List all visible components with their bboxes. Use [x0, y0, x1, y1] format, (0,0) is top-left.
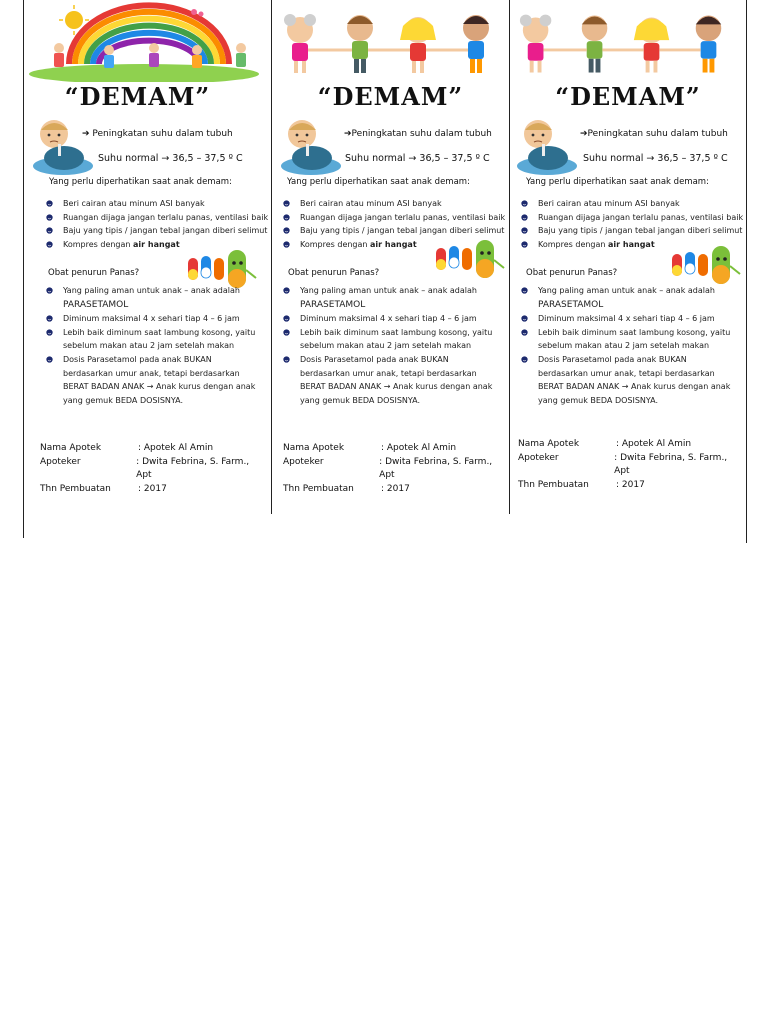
medicine-item — [283, 353, 498, 407]
sick-child-illustration — [516, 118, 578, 176]
divider-right — [746, 0, 747, 543]
year-value: : 2017 — [138, 483, 167, 494]
care-item-text: Baju yang tipis / jangan tebal jangan diberi selimut — [538, 226, 743, 236]
smiley-bullet-icon — [521, 241, 528, 248]
care-item — [521, 211, 746, 225]
medicine-item-text: Yang paling aman untuk anak – anak adalah — [300, 286, 477, 295]
fever-definition-text: Peningkatan suhu dalam tubuh — [351, 129, 492, 139]
year-row — [518, 479, 743, 493]
care-item-text: Beri cairan atau minum ASI banyak — [538, 199, 680, 208]
smiley-bullet-icon — [521, 315, 528, 322]
paracetamol-label: PARASETAMOL — [300, 299, 366, 310]
leaflet-title: “DEMAM” — [317, 82, 464, 111]
medicine-item-text: Dosis Parasetamol pada anak BUKAN berdasarkan umur anak, tetapi berdasarkan BERAT BADAN ANAK → Anak kurus dengan anak yang gemuk BEDA DOSISNYA. — [300, 354, 493, 405]
medicine-item — [283, 326, 498, 353]
care-item — [46, 224, 276, 238]
kids-holding-hands-banner — [278, 10, 504, 82]
smiley-bullet-icon — [521, 200, 528, 207]
sick-child-illustration — [280, 118, 342, 176]
smiley-bullet-icon — [46, 214, 53, 221]
year-label: Thn Pembuatan — [518, 479, 589, 490]
fever-definition: ➔ Peningkatan suhu dalam tubuh — [82, 129, 233, 139]
medicine-item — [46, 353, 261, 407]
smiley-bullet-icon — [283, 329, 290, 336]
rainbow-kids-banner — [29, 2, 264, 82]
smiley-bullet-icon — [283, 315, 290, 322]
medicine-item — [46, 326, 261, 353]
smiley-bullet-icon — [46, 200, 53, 207]
normal-temperature: Suhu normal → 36,5 – 37,5 º C — [98, 153, 243, 164]
medicine-item — [521, 326, 736, 353]
care-heading: Yang perlu diperhatikan saat anak demam: — [49, 177, 232, 187]
medicine-item-text: Diminum maksimal 4 x sehari tiap 4 – 6 jam — [63, 314, 240, 324]
medicine-item — [521, 312, 736, 326]
medicine-item-text: Lebih baik diminum saat lambung kosong, yaitu sebelum makan atau 2 jam setelah makan — [300, 327, 493, 351]
warm-water-text: air hangat — [370, 239, 417, 249]
year-row — [40, 483, 265, 497]
medicine-list — [521, 284, 736, 407]
year-value: : 2017 — [381, 483, 410, 494]
care-item-text: Baju yang tipis / jangan tebal jangan diberi selimut — [63, 226, 268, 236]
pharmacist-value: : Dwita Febrina, S. Farm., Apt — [136, 456, 250, 480]
leaflet-title: “DEMAM” — [555, 82, 701, 111]
medicine-item — [283, 312, 498, 326]
year-value: : 2017 — [616, 479, 645, 490]
smiley-bullet-icon — [521, 356, 528, 363]
care-item-text: Beri cairan atau minum ASI banyak — [63, 199, 205, 208]
medicine-item-text: Diminum maksimal 4 x sehari tiap 4 – 6 jam — [300, 314, 477, 324]
pharmacy-info — [283, 442, 508, 496]
care-item-text: Kompres dengan — [63, 239, 131, 249]
medicine-item-text: Yang paling aman untuk anak – anak adalah — [63, 286, 240, 295]
smiley-bullet-icon — [283, 287, 290, 294]
pharmacy-info — [518, 438, 743, 492]
leaflet-panel-2 — [272, 0, 509, 520]
care-item-text: Beri cairan atau minum ASI banyak — [300, 199, 442, 208]
care-item-text: Kompres dengan — [300, 239, 368, 249]
pharmacy-name-value: : Apotek Al Amin — [138, 443, 214, 453]
medicine-heading: Obat penurun Panas? — [526, 268, 618, 278]
care-item-text: Baju yang tipis / jangan tebal jangan diberi selimut — [300, 226, 505, 236]
pharmacy-name-label: Nama Apotek — [518, 439, 580, 449]
sick-child-illustration — [32, 118, 94, 176]
smiley-bullet-icon — [46, 241, 53, 248]
medicine-heading: Obat penurun Panas? — [288, 268, 380, 278]
fever-definition: ➔Peningkatan suhu dalam tubuh — [344, 129, 492, 139]
pharmacy-name-label: Nama Apotek — [283, 443, 345, 453]
medicine-item — [521, 284, 736, 312]
pills-illustration — [432, 238, 506, 286]
paracetamol-label: PARASETAMOL — [538, 299, 604, 310]
normal-temperature: Suhu normal → 36,5 – 37,5 º C — [583, 153, 728, 164]
pharmacy-name-value: : Apotek Al Amin — [381, 443, 457, 453]
smiley-bullet-icon — [283, 241, 290, 248]
leaflet-title: “DEMAM” — [64, 82, 211, 111]
medicine-list — [283, 284, 498, 407]
smiley-bullet-icon — [46, 329, 53, 336]
smiley-bullet-icon — [283, 214, 290, 221]
warm-water-text: air hangat — [608, 239, 655, 249]
paracetamol-label: PARASETAMOL — [63, 299, 129, 310]
care-item — [283, 211, 508, 225]
medicine-item-text: Dosis Parasetamol pada anak BUKAN berdasarkan umur anak, tetapi berdasarkan BERAT BADAN ANAK → Anak kurus dengan anak yang gemuk BEDA DOSISNYA. — [63, 354, 256, 405]
medicine-item — [521, 353, 736, 407]
medicine-item-text: Diminum maksimal 4 x sehari tiap 4 – 6 jam — [538, 314, 715, 324]
care-heading: Yang perlu diperhatikan saat anak demam: — [526, 177, 709, 187]
care-item — [521, 197, 746, 211]
pharmacy-info — [40, 442, 265, 496]
pharmacist-label: Apoteker — [40, 456, 81, 467]
smiley-bullet-icon — [521, 287, 528, 294]
pharmacist-label: Apoteker — [518, 452, 559, 463]
medicine-item-text: Yang paling aman untuk anak – anak adalah — [538, 286, 715, 295]
fever-definition: ➔Peningkatan suhu dalam tubuh — [580, 129, 728, 139]
smiley-bullet-icon — [46, 356, 53, 363]
care-item — [46, 211, 276, 225]
pharmacist-value: : Dwita Febrina, S. Farm., Apt — [379, 456, 493, 480]
care-heading: Yang perlu diperhatikan saat anak demam: — [287, 177, 470, 187]
medicine-item-text: Lebih baik diminum saat lambung kosong, yaitu sebelum makan atau 2 jam setelah makan — [63, 327, 256, 351]
pharmacy-name-row — [518, 438, 743, 452]
medicine-list — [46, 284, 261, 407]
warm-water-text: air hangat — [133, 239, 180, 249]
medicine-item-text: Dosis Parasetamol pada anak BUKAN berdasarkan umur anak, tetapi berdasarkan BERAT BADAN ANAK → Anak kurus dengan anak yang gemuk BEDA DOSISNYA. — [538, 354, 731, 405]
leaflet-panel-3 — [510, 0, 746, 520]
pharmacist-row — [40, 456, 265, 483]
medicine-item-text: Lebih baik diminum saat lambung kosong, yaitu sebelum makan atau 2 jam setelah makan — [538, 327, 731, 351]
care-item — [521, 224, 746, 238]
care-item-text: Ruangan dijaga jangan terlalu panas, ventilasi baik — [538, 212, 744, 222]
year-label: Thn Pembuatan — [40, 483, 111, 494]
care-item-text: Ruangan dijaga jangan terlalu panas, ventilasi baik — [63, 212, 269, 222]
year-label: Thn Pembuatan — [283, 483, 354, 494]
fever-definition-text: Peningkatan suhu dalam tubuh — [92, 129, 233, 139]
pharmacist-label: Apoteker — [283, 456, 324, 467]
care-item — [283, 224, 508, 238]
kids-holding-hands-banner — [514, 10, 736, 82]
smiley-bullet-icon — [283, 356, 290, 363]
smiley-bullet-icon — [46, 287, 53, 294]
care-list — [46, 197, 276, 251]
pharmacy-name-row — [40, 442, 265, 456]
pharmacy-name-label: Nama Apotek — [40, 443, 102, 453]
care-item-text: Kompres dengan — [538, 239, 606, 249]
smiley-bullet-icon — [521, 227, 528, 234]
pharmacist-row — [283, 456, 508, 483]
smiley-bullet-icon — [283, 227, 290, 234]
pharmacist-value: : Dwita Febrina, S. Farm., Apt — [614, 452, 728, 476]
medicine-item — [46, 284, 261, 312]
smiley-bullet-icon — [283, 200, 290, 207]
smiley-bullet-icon — [46, 227, 53, 234]
smiley-bullet-icon — [521, 329, 528, 336]
fever-definition-text: Peningkatan suhu dalam tubuh — [587, 129, 728, 139]
leaflet-panel-1 — [24, 0, 271, 520]
care-item — [283, 197, 508, 211]
smiley-bullet-icon — [46, 315, 53, 322]
pharmacy-name-value: : Apotek Al Amin — [616, 439, 692, 449]
normal-temperature: Suhu normal → 36,5 – 37,5 º C — [345, 153, 490, 164]
care-item — [46, 197, 276, 211]
year-row — [283, 483, 508, 497]
smiley-bullet-icon — [521, 214, 528, 221]
medicine-item — [46, 312, 261, 326]
pharmacist-row — [518, 452, 743, 479]
medicine-heading: Obat penurun Panas? — [48, 268, 140, 278]
care-item-text: Ruangan dijaga jangan terlalu panas, ventilasi baik — [300, 212, 506, 222]
medicine-item — [283, 284, 498, 312]
pharmacy-name-row — [283, 442, 508, 456]
